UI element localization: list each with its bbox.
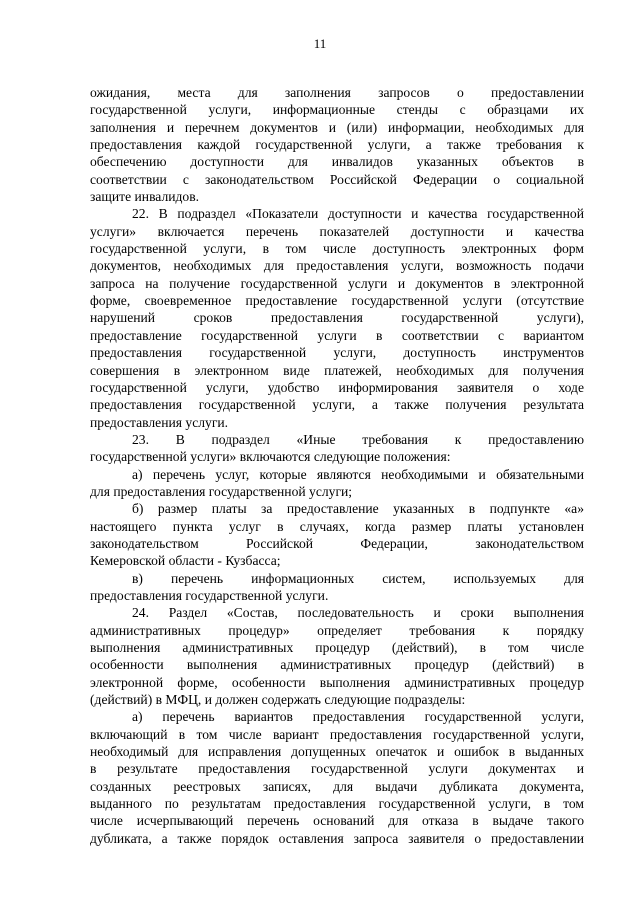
text-line: ожидания, места для заполнения запросов о предоставлении	[90, 85, 584, 100]
text-line: для предоставления государственной услуги;	[90, 483, 353, 499]
text-line: а) перечень вариантов предоставления государственной услуги,	[132, 709, 584, 725]
text-line: особенности выполнения административных процедур (действий) в	[90, 657, 584, 673]
text-line: а) перечень услуг, которые являются необходимыми и обязательными	[132, 466, 584, 482]
text-line: предоставления государственной услуги.	[90, 587, 329, 603]
text-line: предоставления услуги.	[90, 414, 229, 430]
text-line: в) перечень информационных систем, используемых для	[132, 570, 584, 586]
text-line: обеспечению доступности для инвалидов указанных объектов в	[90, 154, 584, 170]
text-line: запроса на получение государственной услуги и документов в электронной	[90, 275, 584, 291]
text-line: (действий) в МФЦ, и должен содержать следующие подразделы:	[90, 692, 466, 708]
text-line: предоставления государственной услуги, доступность инструментов	[90, 345, 584, 361]
text-line: 24. Раздел «Состав, последовательность и сроки выполнения	[132, 605, 584, 621]
text-line: в результате предоставления государственной услуги документах и	[90, 761, 584, 777]
text-line: государственной услуги, удобство информирования заявителя о ходе	[90, 379, 584, 395]
text-line: законодательством Российской Федерации, законодательством	[90, 535, 584, 551]
text-line: соответствии с законодательством Российской Федерации о социальной	[90, 171, 584, 187]
text-line: предоставления каждой государственной услуги, а также требования к	[90, 137, 584, 153]
text-line: электронной форме, особенности выполнения административных процедур	[90, 674, 584, 690]
text-line: созданных реестровых записях, для выдачи дубликата документа,	[90, 778, 584, 794]
text-line: форме, своевременное предоставление государственной услуги (отсутствие	[90, 293, 584, 309]
text-line: услуги» включается перечень показателей доступности и качества	[90, 223, 584, 239]
body-text	[90, 84, 584, 847]
text-line: Кемеровской области - Кузбасса;	[90, 553, 281, 569]
text-line: государственной услуги» включаются следующие положения:	[90, 449, 451, 465]
text-line: выполнения административных процедур (действий), в том числе	[90, 640, 584, 655]
page-number: 11	[313, 36, 327, 51]
text-line: государственной услуги, информационные стенды с образцами их	[90, 102, 584, 118]
text-line: необходимый для исправления допущенных опечаток и ошибок в выданных	[90, 744, 584, 760]
text-line: числе исчерпывающий перечень оснований для отказа в выдаче такого	[90, 813, 584, 829]
text-line: дубликата, а также порядок оставления запроса заявителя о предоставлении	[90, 830, 584, 846]
text-line: административных процедур» определяет требования к порядку	[90, 622, 584, 638]
text-line: нарушений сроков предоставления государственной услуги),	[90, 310, 584, 326]
text-line: совершения в электронном виде платежей, необходимых для получения	[90, 362, 584, 378]
text-line: включающий в том числе вариант предоставления государственной услуги,	[90, 726, 584, 742]
text-line: 22. В подраздел «Показатели доступности и качества государственной	[132, 206, 584, 222]
text-line: предоставление государственной услуги в соответствии с вариантом	[90, 327, 584, 343]
text-line: документов, необходимых для предоставления услуги, возможность подачи	[90, 258, 584, 274]
text-line: предоставления государственной услуги, а также получения результата	[90, 397, 584, 413]
text-line: заполнения и перечнем документов и (или) информации, необходимых для	[90, 119, 584, 135]
text-line: 23. В подраздел «Иные требования к предоставлению	[132, 431, 584, 447]
text-line: государственной услуги, в том числе доступность электронных форм	[90, 241, 584, 257]
text-line: выданного по результатам предоставления государственной услуги, в том	[90, 796, 584, 812]
text-line: б) размер платы за предоставление указанных в подпункте «а»	[132, 501, 584, 517]
text-line: настоящего пункта услуг в случаях, когда размер платы установлен	[90, 518, 584, 534]
text-line: защите инвалидов.	[90, 189, 200, 205]
